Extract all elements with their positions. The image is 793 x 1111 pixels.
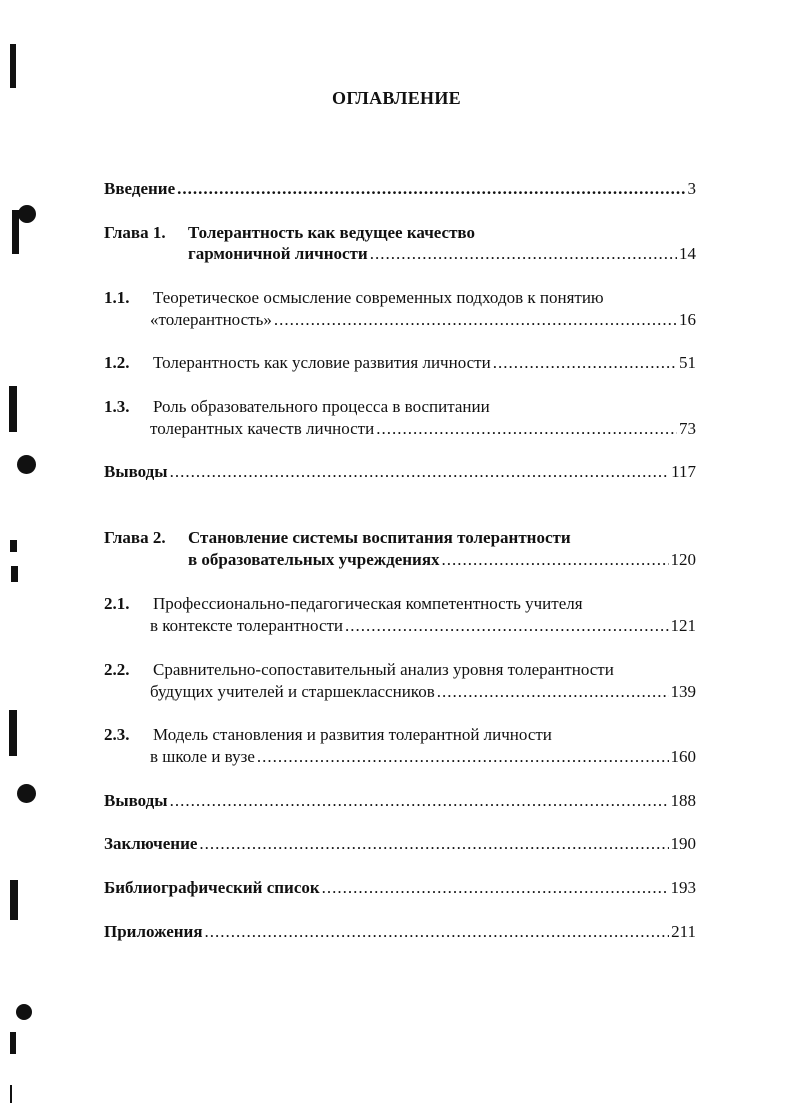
toc-entry-conclusion	[104, 833, 696, 855]
toc-entry-ch1	[188, 243, 696, 265]
toc-page-number: 121	[670, 616, 696, 635]
toc-title: «толерантность»	[150, 310, 272, 329]
leader-dots	[177, 178, 685, 200]
leader-dots	[370, 243, 677, 265]
leader-dots	[345, 615, 668, 637]
page-title: ОГЛАВЛЕНИЕ	[332, 88, 461, 108]
toc-title: Введение	[104, 179, 176, 198]
toc-title: гармоничной личности	[188, 244, 368, 263]
scan-mark	[17, 784, 36, 803]
scan-mark	[17, 455, 36, 474]
toc-section-number: 1.2.	[104, 353, 130, 372]
scan-mark	[10, 1085, 12, 1103]
toc-page-number: 139	[670, 682, 696, 701]
toc-title: Теоретическое осмысление современных подходов к понятию	[153, 288, 604, 307]
leader-dots	[205, 921, 670, 943]
toc-entry-s21	[150, 615, 696, 637]
leader-dots	[437, 681, 669, 703]
toc-entry-s12	[153, 352, 696, 374]
scan-mark	[11, 566, 18, 582]
leader-dots	[493, 352, 677, 374]
toc-page-number: 188	[670, 791, 696, 810]
leader-dots	[170, 790, 669, 812]
leader-dots	[322, 877, 669, 899]
toc-page-number: 14	[679, 244, 696, 263]
toc-page-number: 190	[670, 834, 696, 853]
toc-page-number: 73	[679, 419, 696, 438]
toc-section-number: 2.2.	[104, 660, 130, 679]
leader-dots	[257, 746, 669, 768]
toc-page-number: 211	[671, 922, 696, 941]
toc-entry-ch2	[188, 549, 696, 571]
scan-mark	[10, 880, 18, 920]
scan-mark	[16, 1004, 32, 1020]
toc-entry-appendix	[104, 921, 696, 943]
toc-title: Модель становления и развития толерантной личности	[153, 725, 552, 744]
toc-title: в школе и вузе	[150, 747, 255, 766]
toc-entry-s23	[150, 746, 696, 768]
toc-title: в контексте толерантности	[150, 616, 344, 635]
toc-entry-s11	[150, 309, 696, 331]
toc-title: Выводы	[104, 462, 168, 481]
toc-page-number: 51	[679, 353, 696, 372]
toc-title: Толерантность как ведущее качество	[188, 223, 475, 242]
toc-page-number: 120	[670, 550, 696, 569]
leader-dots	[274, 309, 677, 331]
toc-section-number: 1.1.	[104, 288, 130, 307]
scan-mark	[10, 44, 16, 88]
toc-title: толерантных качеств личности	[150, 419, 375, 438]
leader-dots	[442, 549, 669, 571]
toc-title: Библиографический список	[104, 878, 320, 897]
toc-entry-s13	[150, 418, 696, 440]
toc-entry-intro	[104, 178, 696, 200]
toc-section-number: 2.1.	[104, 594, 130, 613]
scan-mark	[10, 540, 17, 552]
scan-mark	[9, 386, 17, 432]
leader-dots	[376, 418, 677, 440]
toc-page-number: 117	[671, 462, 696, 481]
toc-entry-bibliography	[104, 877, 696, 899]
toc-entry-conclusions-2	[104, 790, 696, 812]
toc-section-number: 1.3.	[104, 397, 130, 416]
scan-mark	[10, 1032, 16, 1054]
toc-title: Толерантность как условие развития личности	[153, 353, 491, 372]
toc-page-number: 160	[670, 747, 696, 766]
toc-page-number: 193	[670, 878, 696, 897]
toc-section-number: 2.3.	[104, 725, 130, 744]
toc-chapter-label: Глава 2.	[104, 528, 166, 547]
toc-title: Становление системы воспитания толерантности	[188, 528, 571, 547]
toc-title: Приложения	[104, 922, 203, 941]
toc-title: будущих учителей и старшеклассников	[150, 682, 435, 701]
scan-mark	[12, 210, 19, 254]
toc-title: Профессионально-педагогическая компетентность учителя	[153, 594, 583, 613]
toc-chapter-label: Глава 1.	[104, 223, 166, 242]
toc-entry-s22	[150, 681, 696, 703]
scan-mark	[9, 710, 17, 756]
toc-title: Сравнительно-сопоставительный анализ уровня толерантности	[153, 660, 614, 679]
toc-title: Выводы	[104, 791, 168, 810]
leader-dots	[199, 833, 668, 855]
toc-page-number: 16	[679, 310, 696, 329]
toc-title: Роль образовательного процесса в воспитании	[153, 397, 490, 416]
scan-mark	[18, 205, 36, 223]
toc-page-number: 3	[687, 179, 696, 198]
toc-entry-conclusions-1	[104, 461, 696, 483]
toc-title: в образовательных учреждениях	[188, 550, 440, 569]
toc-title: Заключение	[104, 834, 198, 853]
leader-dots	[170, 461, 670, 483]
